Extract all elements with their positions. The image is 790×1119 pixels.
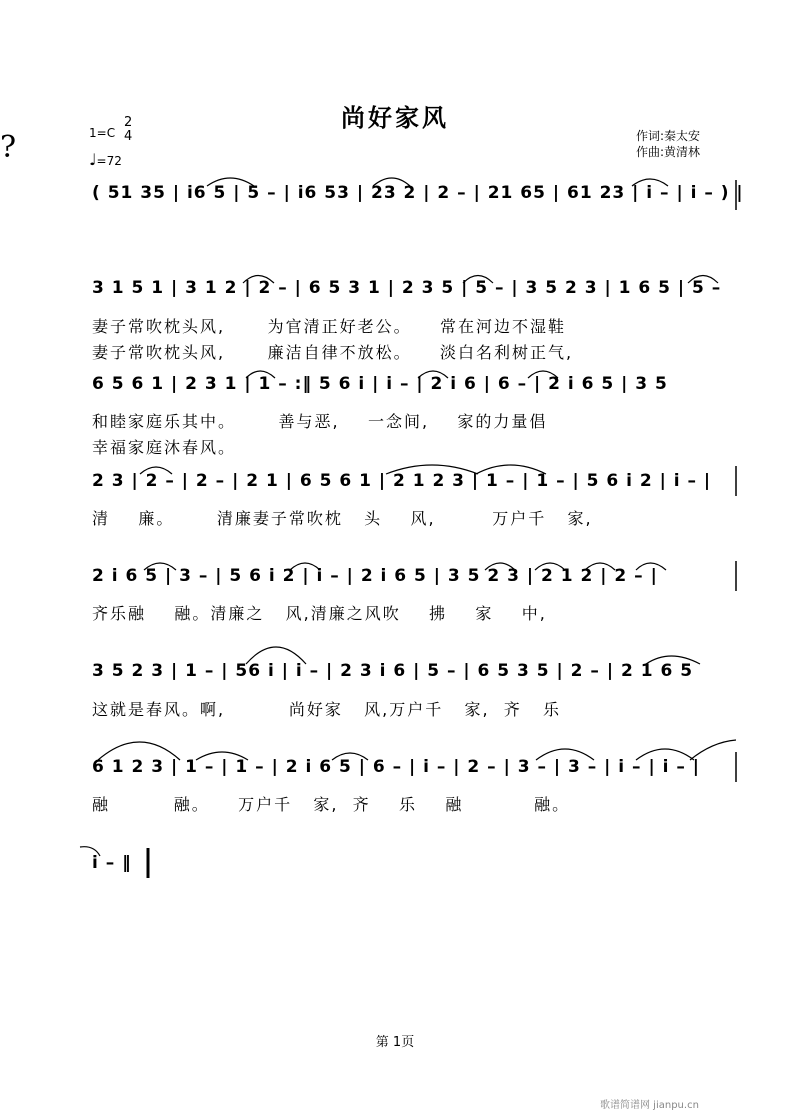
notation-line: 2 i 6 5 | 3 – | 5 6 i 2 | i – | 2 i 6 5 | 3 5 2 3 | 2 1 2 | 2 – | [92, 566, 658, 586]
tempo-value: =72 [96, 154, 122, 168]
key-signature: 1=C [89, 126, 116, 140]
lyric-line: 和睦家庭乐其中。 善与恶, 一念间, 家的力量倡 [92, 412, 548, 431]
tempo-marking [89, 150, 122, 169]
notation-line: ( 51 35 | i6 5 | 5 – | i6 53 | 23 2 | 2 – | 21 65 | 61 23 | i – | i – ) | [92, 183, 744, 203]
score-row-5 [92, 561, 658, 591]
time-signature [124, 116, 132, 144]
notation-line: 2 3 | 2 – | 2 – | 2 1 | 6 5 6 1 | 2 1 2 3 | 1 – | 1 – | 5 6 i 2 | i – | [92, 471, 712, 491]
score-row-7 [92, 752, 700, 782]
song-title: 尚好家风 [341, 104, 449, 132]
score-row-6 [92, 656, 693, 686]
quarter-note-icon: ♩ [89, 150, 97, 169]
notation-line: 3 1 5 1 | 3 1 2 | 2 – | 6 5 3 1 | 2 3 5 | 5 – | 3 5 2 3 | 1 6 5 | 5 – [92, 278, 722, 298]
watermark: 歌谱简谱网 jianpu.cn [600, 1100, 699, 1111]
lyric-line: 清 廉。 清廉妻子常吹枕 头 风, 万户千 家, [92, 509, 593, 528]
page-number: 第 1页 [375, 1035, 415, 1050]
question-mark-glyph: ? [0, 130, 17, 165]
score-row-8 [92, 848, 132, 878]
notation-line: 3 5 2 3 | 1 – | 56 i | i – | 2 3 i 6 | 5 – | 6 5 3 5 | 2 – | 2 1 6 5 [92, 661, 694, 681]
lyric-line: 妻子常吹枕头风, 为官清正好老公。 常在河边不湿鞋 [92, 317, 566, 336]
lyric-line: 齐乐融 融。清廉之 风,清廉之风吹 拂 家 中, [92, 604, 547, 623]
credits [636, 128, 700, 160]
lyric-line: 这就是春风。啊, 尚好家 风,万户千 家, 齐 乐 [92, 700, 561, 719]
meter-bottom: 4 [124, 129, 133, 144]
score-row-2 [92, 273, 721, 303]
score-row-3 [92, 369, 668, 399]
composer: 作曲:黄清林 [636, 145, 701, 159]
notation-line: 6 5 6 1 | 2 3 1 | 1 – :‖ 5 6 i | i – | 2 i 6 | 6 – | 2 i 6 5 | 3 5 [92, 374, 668, 394]
lyric-line: 融 融。 万户千 家, 齐 乐 融 融。 [92, 795, 571, 814]
meter-top: 2 [124, 115, 133, 130]
lyric-line: 幸福家庭沐春风。 [92, 438, 237, 457]
score-row-1 [92, 178, 744, 208]
lyricist: 作词:秦太安 [636, 129, 701, 143]
score-row-4 [92, 466, 711, 496]
lyric-line: 妻子常吹枕头风, 廉洁自律不放松。 淡白名利树正气, [92, 343, 574, 362]
notation-line: i – ‖ [92, 853, 132, 873]
notation-line: 6 1 2 3 | 1 – | 1 – | 2 i 6 5 | 6 – | i – | 2 – | 3 – | 3 – | i – | i – | [92, 757, 700, 777]
